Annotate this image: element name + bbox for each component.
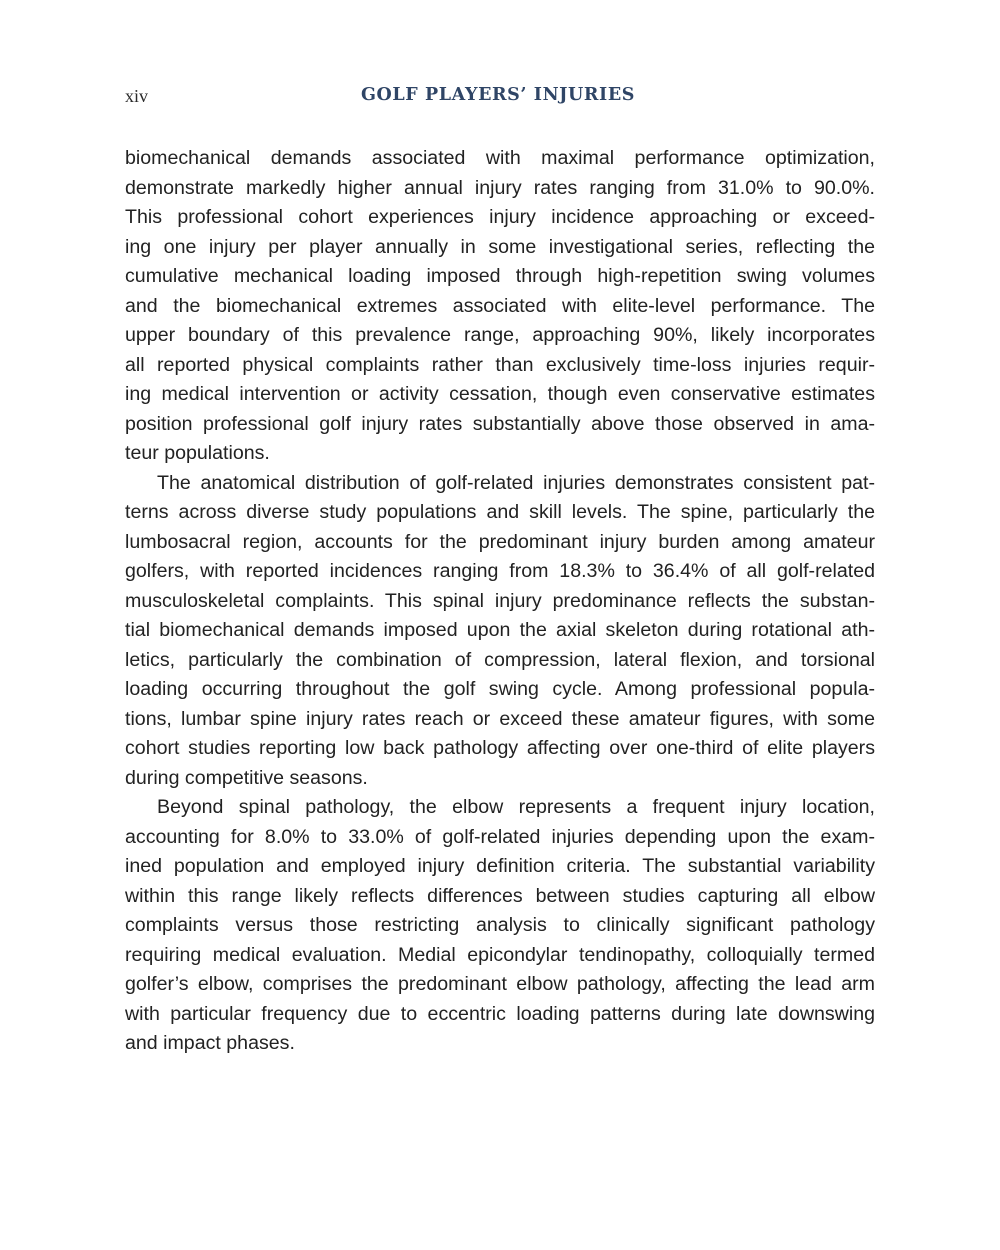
text-line: The anatomical distribution of golf-related injuries demonstrates consistent pat- (157, 471, 875, 494)
text-line: with particular frequency due to eccentric loading patterns during late downswing (125, 1002, 875, 1025)
text-line: and the biomechanical extremes associated with elite-level performance. The (125, 294, 875, 317)
paragraph (125, 469, 875, 794)
text-line: demonstrate markedly higher annual injury rates ranging from 31.0% to 90.0%. (125, 176, 875, 199)
text-line: terns across diverse study populations and skill levels. The spine, particularly the (125, 501, 875, 523)
text-line: teur populations. (125, 442, 270, 464)
text-line: accounting for 8.0% to 33.0% of golf-related injuries depending upon the exam- (125, 825, 875, 848)
text-line: within this range likely reflects differences between studies capturing all elbow (125, 884, 875, 907)
text-line: requiring medical evaluation. Medial epicondylar tendinopathy, colloquially termed (125, 943, 875, 966)
text-line: complaints versus those restricting analysis to clinically significant pathology (125, 914, 875, 936)
running-head: GOLF PLAYERS’ INJURIES (361, 85, 636, 105)
text-line: letics, particularly the combination of compression, lateral flexion, and torsional (125, 648, 875, 671)
text-line: golfers, with reported incidences ranging from 18.3% to 36.4% of all golf-related (125, 560, 875, 582)
text-line: cohort studies reporting low back pathology affecting over one-third of elite players (125, 737, 875, 759)
text-line: ined population and employed injury definition criteria. The substantial variability (125, 855, 875, 877)
paragraph (125, 144, 875, 469)
page-header (125, 86, 875, 116)
text-line: Beyond spinal pathology, the elbow represents a frequent injury location, (157, 796, 875, 818)
text-line: golfer’s elbow, comprises the predominant elbow pathology, affecting the lead arm (125, 973, 875, 995)
text-line: ing one injury per player annually in some investigational series, reflecting the (125, 235, 875, 258)
text-line: and impact phases. (125, 1032, 295, 1054)
text-line: position professional golf injury rates substantially above those observed in ama- (125, 412, 875, 435)
text-line: musculoskeletal complaints. This spinal injury predominance reflects the substan- (125, 589, 875, 612)
body-text (125, 144, 875, 1059)
text-line: This professional cohort experiences injury incidence approaching or exceed- (125, 206, 875, 228)
text-line: cumulative mechanical loading imposed through high-repetition swing volumes (125, 265, 875, 287)
paragraph (125, 793, 875, 1059)
text-line: lumbosacral region, accounts for the predominant injury burden among amateur (125, 530, 875, 553)
text-line: upper boundary of this prevalence range, approaching 90%, likely incorporates (125, 324, 875, 346)
text-line: ing medical intervention or activity cessation, though even conservative estimates (125, 383, 875, 405)
text-line: during competitive seasons. (125, 766, 368, 789)
page-number: xiv (125, 86, 149, 106)
text-line: biomechanical demands associated with maximal performance optimization, (125, 147, 875, 169)
text-line: tions, lumbar spine injury rates reach or exceed these amateur figures, with some (125, 707, 875, 730)
text-line: all reported physical complaints rather than exclusively time-loss injuries requir- (125, 353, 875, 376)
text-line: tial biomechanical demands imposed upon the axial skeleton during rotational ath- (125, 619, 875, 641)
text-line: loading occurring throughout the golf swing cycle. Among professional popula- (125, 678, 875, 700)
